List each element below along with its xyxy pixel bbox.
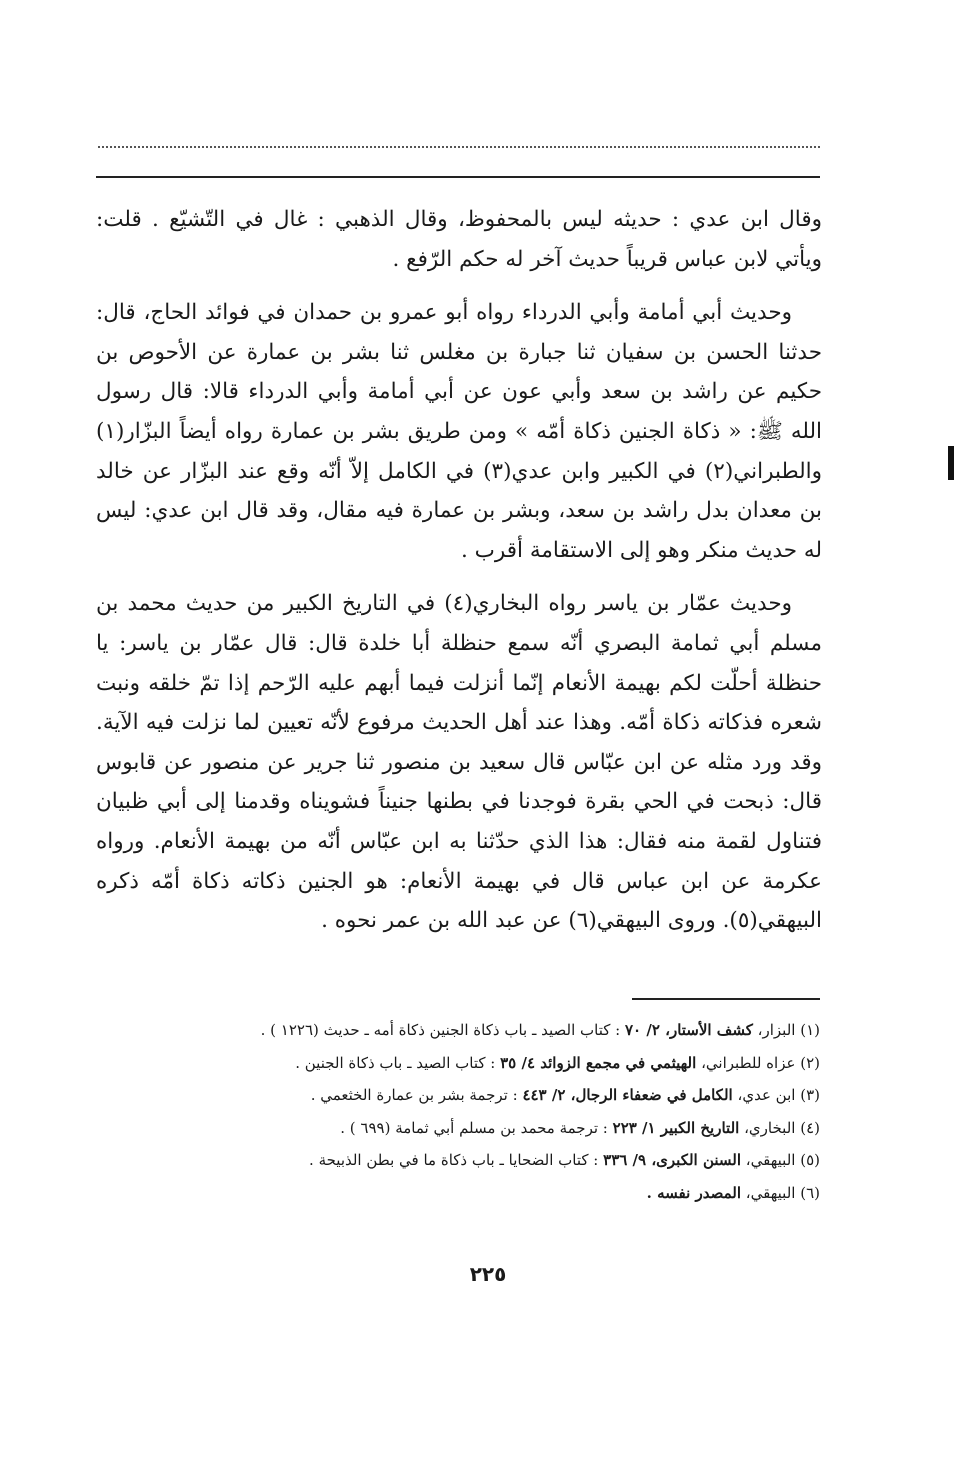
footnote-5: [110, 1144, 820, 1177]
footnote-detail: : ترجمة بشر بن عمارة الخثعمي .: [310, 1086, 518, 1104]
footnote-detail: : ترجمة محمد بن مسلم أبي ثمامة (٦٩٩ ) .: [340, 1118, 608, 1137]
footnote-detail: : كتاب الصيد ـ باب ذكاة الجنين .: [295, 1053, 496, 1072]
footnotes: [110, 1014, 820, 1209]
footnote-source-title: التاريخ الكبير ١/ ٢٢٣: [612, 1118, 740, 1137]
footnote-6: [110, 1177, 820, 1210]
footnote-author: البزار،: [757, 1021, 796, 1039]
scan-edge-mark: [948, 446, 954, 480]
footnote-author: البيهقي،: [745, 1151, 796, 1169]
footnote-number: (٣): [800, 1086, 820, 1104]
footnote-source-title: المصدر نفسه .: [646, 1183, 742, 1202]
footnote-author: ابن عدي،: [737, 1086, 796, 1104]
header-solid-rule: [96, 176, 820, 178]
footnote-author: عزاه للطبراني،: [701, 1053, 796, 1072]
paragraph-1: وقال ابن عدي : حديثه ليس بالمحفوظ، وقال الذهبي : غال في التّشيّع . قلت: ويأتي لابن عباس قريباً حديث آخر له حكم الرّفع .: [96, 207, 822, 272]
footnote-detail: : كتاب الصيد ـ باب ذكاة الجنين ذكاة أمه ـ حديث (١٢٢٦ ) .: [260, 1021, 621, 1039]
paragraph-3: وحديث عمّار بن ياسر رواه البخاري(٤) في التاريخ الكبير من حديث محمد بن مسلم أبي ثمامة البصري أنّه سمع حنظلة أبا خلدة قال: قال عمّار بن ياسر: يا حنظلة أحلّت لكم بهيمة الأنعام إنّما أنزلت فيما أبهم عليه الرّحم إذا تمّ خلقه ونبت شعره فذكاته ذكاة أمّه. وهذا عند أهل الحديث مرفوع لأنّه تعيين لما نزلت فيه الآية. وقد ورد مثله عن ابن عبّاس قال سعيد بن منصور ثنا جرير عن منصور عن قابوس قال: ذبحت في الحي بقرة فوجدنا في بطنها جنيناً فشويناه وقدمنا إلى أبي ظبيان فتناول لقمة منه فقال: هذا الذي حدّثنا به ابن عبّاس أنّه من بهيمة الأنعام. ورواه عكرمة عن ابن عباس قال في بهيمة الأنعام: هو الجنين ذكاته ذكاة أمّه ذكره البيهقي(٥). وروى البيهقي(٦) عن عبد الله بن عمر نحوه .: [96, 591, 822, 934]
footnote-2: [110, 1047, 820, 1080]
footnote-source-title: الكامل في ضعفاء الرجال، ٢/ ٤٤٣: [522, 1086, 733, 1104]
page-number: ٢٢٥: [469, 1262, 507, 1286]
footnote-number: (٤): [800, 1118, 820, 1137]
footnote-number: (١): [800, 1021, 820, 1039]
main-text: [96, 200, 822, 955]
header-dotted-rule: [98, 146, 820, 148]
footnote-number: (٢): [800, 1053, 820, 1072]
footnote-number: (٥): [800, 1151, 820, 1169]
footnote-3: [110, 1079, 820, 1112]
footnote-1: [110, 1014, 820, 1047]
footnote-source-title: الهيثمي في مجمع الزوائد ٤/ ٣٥: [500, 1053, 697, 1072]
footnote-4: [110, 1112, 820, 1145]
footnote-source-title: السنن الكبرى، ٩/ ٣٣٦: [603, 1151, 742, 1169]
paragraph-2: وحديث أبي أمامة وأبي الدرداء رواه أبو عمرو بن حمدان في فوائد الحاج، قال: حدثنا الحسن بن سفيان ثنا جبارة بن مغلس ثنا بشر بن عمارة عن الأحوص بن حكيم عن راشد بن سعد وأبي عون عن أبي أمامة وأبي الدرداء قالا: قال رسول الله ﷺ: « ذكاة الجنين ذكاة أمّه » ومن طريق بشر بن عمارة رواه أيضاً البزّار(١) والطبراني(٢) في الكبير وابن عدي(٣) في الكامل إلاّ أنّه وقع عند البزّار عن خالد بن معدان بدل راشد بن سعد، وبشر بن عمارة فيه مقال، وقد قال ابن عدي: ليس له حديث منكر وهو إلى الاستقامة أقرب .: [96, 300, 823, 563]
footnote-author: البخاري،: [744, 1118, 796, 1137]
footnote-author: البيهقي،: [745, 1183, 796, 1202]
footnote-source-title: كشف الأستار، ٢/ ٧٠: [625, 1021, 753, 1039]
footnote-separator: [632, 998, 820, 1000]
footnote-detail: : كتاب الضحايا ـ باب ذكاة ما في بطن الذبيحة .: [309, 1151, 599, 1169]
footnote-number: (٦): [800, 1183, 820, 1202]
